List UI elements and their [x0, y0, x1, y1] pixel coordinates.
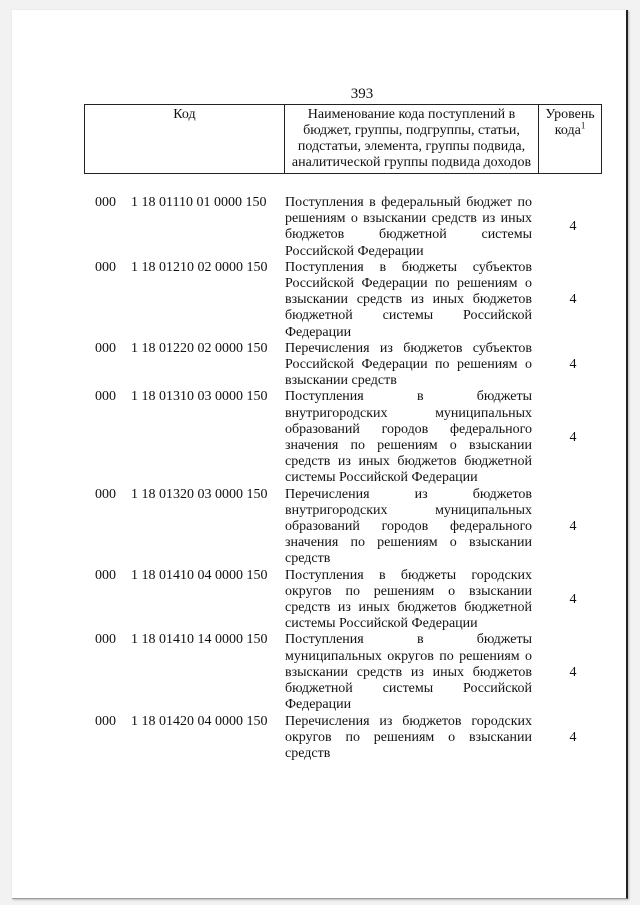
row-code: 1 18 01420 04 0000 150 — [131, 713, 268, 729]
row-name: Поступления в бюджеты городских округов по решениям о взыскании средств из иных бюджетов бюджетной системы Российской Федерации — [285, 567, 532, 632]
row-code: 1 18 01210 02 0000 150 — [131, 259, 268, 275]
table-row — [0, 632, 640, 713]
row-name: Перечисления из бюджетов внутригородских муниципальных образований городов федерального значения по решениям о взыскании средств — [285, 486, 532, 567]
row-level: 4 — [569, 591, 577, 607]
row-code: 1 18 01410 04 0000 150 — [131, 567, 268, 583]
row-prefix: 000 — [95, 389, 116, 405]
row-level: 4 — [569, 357, 577, 373]
table-row — [0, 195, 640, 260]
row-name: Перечисления из бюджетов городских округов по решениям о взыскании средств — [285, 713, 532, 761]
table-header — [84, 104, 602, 174]
row-name: Поступления в федеральный бюджет по решениям о взыскании средств из иных бюджетов бюджетной системы Российской Федерации — [285, 195, 532, 259]
row-prefix: 000 — [95, 259, 116, 275]
row-level: 4 — [569, 519, 577, 535]
header-level-footnote: 1 — [580, 120, 586, 131]
row-code: 1 18 01110 01 0000 150 — [131, 195, 267, 210]
row-code: 1 18 01320 03 0000 150 — [131, 486, 268, 502]
row-level: 4 — [569, 292, 577, 308]
row-level: 4 — [569, 219, 577, 235]
row-prefix: 000 — [95, 567, 116, 583]
header-name-cell — [284, 105, 538, 174]
row-name: Поступления в бюджеты внутригородских муниципальных образований городов федерального значения по решениям о взыскании средств из иных бюджетов бюджетной системы Российской Федерации — [285, 389, 532, 486]
row-name: Перечисления из бюджетов субъектов Российской Федерации по решениям о взыскании средств — [285, 340, 532, 389]
table-row — [0, 260, 640, 341]
row-level: 4 — [569, 664, 577, 680]
table-row — [0, 487, 640, 568]
header-level: Уровень кода — [545, 107, 595, 138]
row-prefix: 000 — [95, 632, 116, 648]
row-name: Поступления в бюджеты муниципальных округов по решениям о взыскании средств из иных бюджетов бюджетной системы Российской Федерации — [285, 632, 532, 713]
row-name: Поступления в бюджеты субъектов Российской Федерации по решениям о взыскании средств из иных бюджетов бюджетной системы Российской Федерации — [285, 259, 532, 340]
row-code: 1 18 01220 02 0000 150 — [131, 340, 268, 356]
row-prefix: 000 — [95, 340, 116, 356]
row-prefix: 000 — [95, 486, 116, 502]
row-level: 4 — [569, 429, 577, 445]
row-code: 1 18 01310 03 0000 150 — [131, 389, 268, 405]
row-code: 1 18 01410 14 0000 150 — [131, 632, 268, 648]
header-code: Код — [173, 107, 196, 122]
header-level-cell — [539, 105, 602, 174]
page-number: 393 — [350, 86, 374, 102]
table-row — [0, 389, 640, 486]
header-name: Наименование кода поступлений в бюджет, группы, подгруппы, статьи, подстатьи, элемента, группы подвида, аналитической группы подвида доходов — [291, 107, 532, 170]
table-row — [0, 714, 640, 763]
row-prefix: 000 — [95, 195, 116, 210]
row-level: 4 — [569, 729, 577, 745]
row-prefix: 000 — [95, 713, 116, 729]
header-code-cell — [85, 105, 285, 174]
table-row — [0, 568, 640, 633]
table-body — [0, 195, 640, 762]
table-row — [0, 341, 640, 390]
